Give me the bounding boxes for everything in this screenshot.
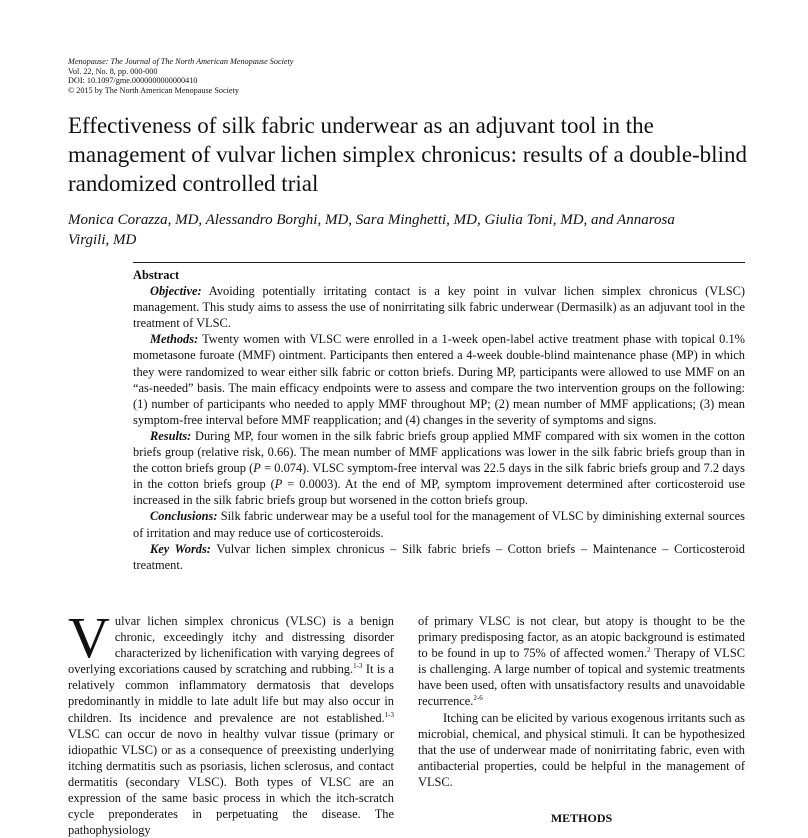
drop-cap: V	[68, 605, 110, 670]
objective-label: Objective:	[150, 284, 202, 299]
abstract-methods	[133, 331, 745, 428]
abstract	[133, 267, 745, 573]
body-paragraph-2: Itching can be elicited by various exogenous irritants such as microbial, chemical, and physical stimuli. It can be hypothesized that the use of underwear made of nonirritating fabric, even with antibacterial properties, could be helpful in the management of VLSC.	[418, 710, 745, 789]
intro-text-3: VLSC can occur de novo in healthy vulvar tissue (primary or idiopathic VLSC) or as a consequence of preexisting underlying itching dermatitis such as psoriasis, lichen sclerosus, and contact dermatitis (secondary VLSC). Both types of VLSC are an expression of the same basic process in which the itch-scratch cycle preponderates in perpetuating the disease. The pathophysiology	[68, 726, 394, 838]
author-list: Monica Corazza, MD, Alessandro Borghi, MD, Sara Minghetti, MD, Giulia Toni, MD, and Annarosa Virgili, MD	[68, 212, 675, 248]
body-text: of primary VLSC is not clear, but atopy is thought to be the primary predisposing factor, as an atopic background is estimated to be found in up to 75% of affected women.	[418, 614, 745, 661]
intro-paragraph	[68, 605, 394, 838]
abstract-heading: Abstract	[133, 268, 180, 282]
results-text-3: = 0.0003). At the end of MP, symptom improvement determined after corticosteroid use increased in the silk fabric briefs group but worsened in the cotton briefs group.	[133, 477, 745, 508]
journal-volume: Vol. 22, No. 8, pp. 000-000	[68, 66, 158, 76]
p-value-symbol: P	[253, 461, 261, 476]
journal-header	[68, 57, 293, 95]
methods-text: Twenty women with VLSC were enrolled in a 1-week open-label active treatment phase with topical 0.1% mometasone furoate (MMF) ointment. Participants then entered a 4-week double-blind maintenance phase (MP) in which they were randomized to wear either silk fabric or cotton briefs. During MP, participants were allowed to use MMF on an “as-needed” basis. The main efficacy endpoints were to assess and compare the two intervention groups on the following: (1) number of participants who needed to apply MMF throughout MP; (2) mean number of MMF applications; (3) mean symptom-free interval before MMF reapplication; and (4) changes in the severity of symptoms and signs.	[133, 332, 745, 427]
results-label: Results:	[150, 428, 192, 443]
journal-name: Menopause: The Journal of The North American Menopause Society	[68, 57, 294, 66]
abstract-keywords	[133, 541, 745, 573]
body-paragraph-1	[418, 613, 745, 710]
abstract-objective	[133, 283, 745, 331]
keywords-text: Vulvar lichen simplex chronicus – Silk fabric briefs – Cotton briefs – Maintenance – Corticosteroid treatment.	[133, 541, 745, 572]
body-column-left	[68, 605, 394, 838]
citation-ref: 2	[647, 646, 651, 655]
journal-doi: DOI: 10.1097/gme.0000000000000410	[68, 76, 198, 86]
methods-heading: METHODS	[550, 811, 613, 825]
citation-ref: 1-3	[353, 662, 363, 671]
conclusions-text: Silk fabric underwear may be a useful tool for the management of VLSC by diminishing external sources of irritation and may reduce use of corticosteroids.	[133, 509, 745, 540]
citation-ref: 1-3	[384, 710, 394, 719]
results-text-2: = 0.074). VLSC symptom-free interval was 22.5 days in the silk fabric briefs group and 7.2 days in the cotton briefs group (	[133, 461, 745, 492]
p-value-symbol: P	[274, 477, 283, 492]
abstract-results	[133, 428, 745, 508]
objective-text: Avoiding potentially irritating contact is a key point in vulvar lichen simplex chronicus (VLSC) management. This study aims to assess the use of nonirritating silk fabric underwear (Dermasilk) as an adjuvant tool in the treatment of VLSC.	[133, 284, 745, 331]
article-title: Effectiveness of silk fabric underwear as an adjuvant tool in the management of vulvar lichen simplex chronicus: results of a double-blind randomized controlled trial	[68, 113, 747, 196]
citation-ref: 2-6	[473, 694, 483, 703]
methods-label: Methods:	[150, 332, 199, 347]
intro-text-2: It is a relatively common inflammatory dermatosis that develops predominantly in middle to late adult life but may also occur in children. Its incidence and prevalence are not established.	[68, 662, 394, 725]
body-text: Therapy of VLSC is challenging. A large number of topical and systemic treatments have been used, often with unsatisfactory results and unavoidable recurrence.	[418, 646, 745, 709]
results-text-1: During MP, four women in the silk fabric briefs group applied MMF compared with six women in the cotton briefs group (relative risk, 0.66). The mean number of MMF applications was lower in the silk fabric briefs group than in the cotton briefs group (	[133, 428, 745, 476]
journal-copyright: © 2015 by The North American Menopause Society	[68, 85, 239, 95]
body-column-right	[418, 613, 745, 790]
abstract-conclusions	[133, 508, 745, 540]
intro-text-1: ulvar lichen simplex chronicus (VLSC) is a benign chronic, exceedingly itchy and distressing disorder characterized by lichenification with varying degrees of overlying excoriations caused by scratching and rubbing.	[68, 614, 394, 677]
abstract-divider	[133, 262, 745, 263]
keywords-label: Key Words:	[150, 541, 211, 556]
conclusions-label: Conclusions:	[150, 509, 218, 524]
